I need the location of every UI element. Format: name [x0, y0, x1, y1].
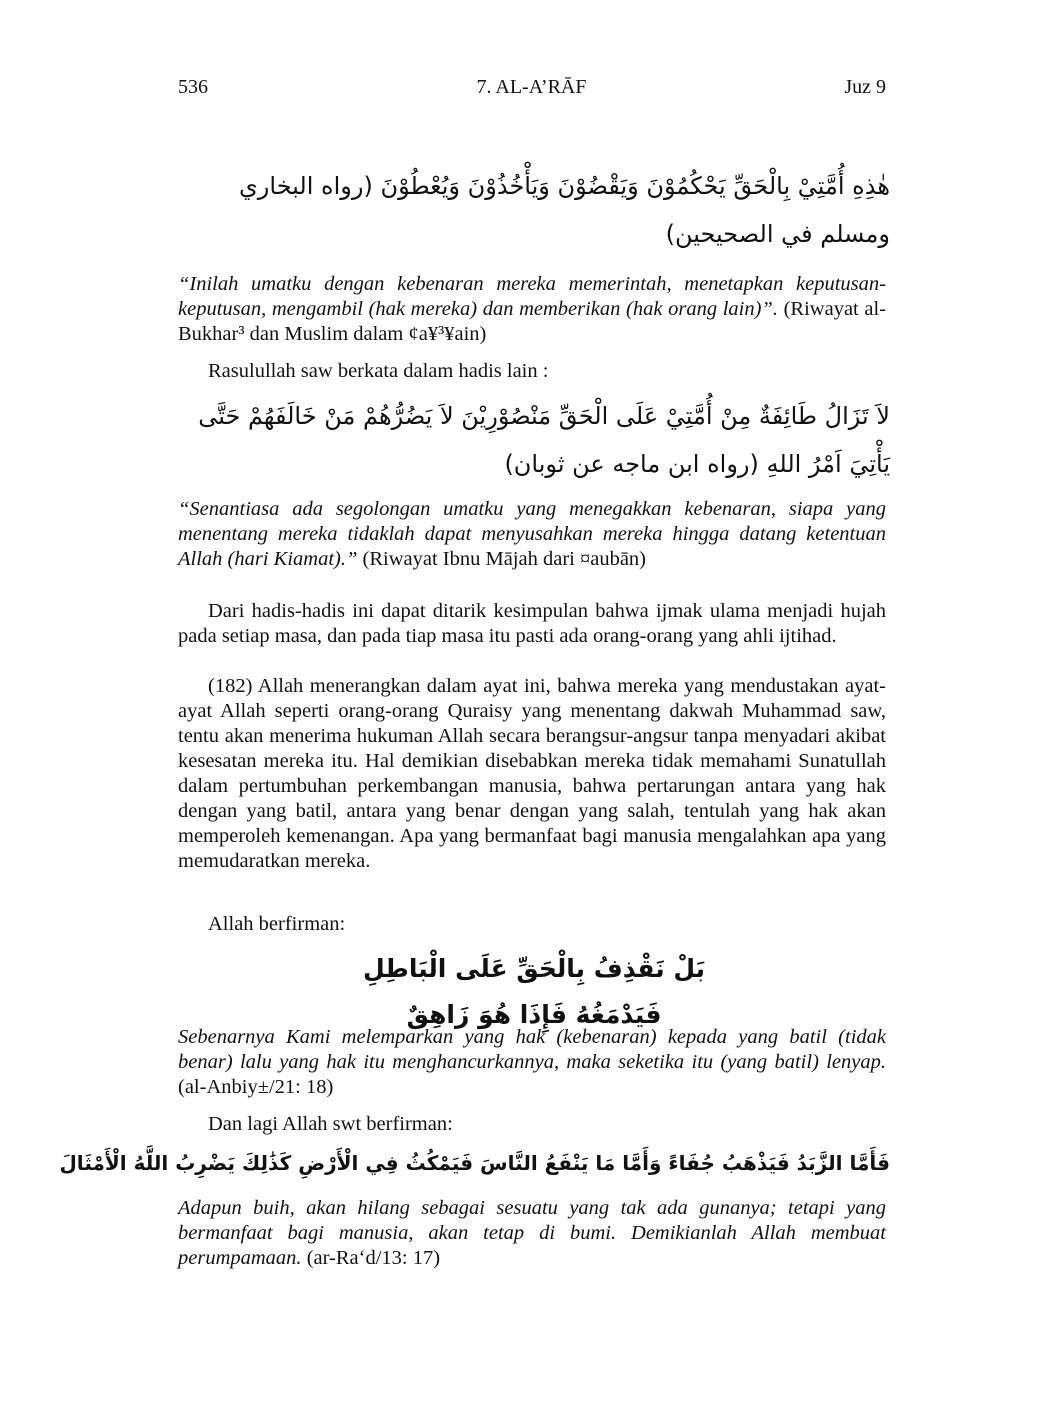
- juz-label: Juz 9: [844, 76, 886, 98]
- translation-text: “Senantiasa ada segolongan umatku yang menegakkan kebenaran, siapa yang menentang mereka tidaklah dapat menyusahkan mereka hingga datang ketentuan Allah (hari Kiamat).”: [178, 498, 886, 570]
- ayah-citation: (ar-Ra‘d/13: 17): [301, 1247, 441, 1269]
- translation-text: Sebenarnya Kami melemparkan yang hak (kebenaran) kepada yang batil (tidak benar) lalu yang hak itu menghancurkannya, maka seketika itu (yang batil) lenyap.: [178, 1026, 886, 1073]
- ayah-translation-1: [178, 1025, 886, 1100]
- translation-text: “Inilah umatku dengan kebenaran mereka memerintah, menetapkan keputusan-keputusan, mengambil (hak mereka) dan memberikan (hak orang lain)”.: [178, 273, 886, 320]
- ayah-arabic-1: بَلْ نَقْذِفُ بِالْحَقِّ عَلَى الْبَاطِلِ فَيَدْمَغُهُ فَإِذَا هُوَ زَاهِقٌ: [362, 954, 706, 1029]
- intro-text: Rasulullah saw berkata dalam hadis lain :: [208, 360, 549, 382]
- hadith-translation-2: [178, 497, 886, 572]
- hadith-citation: (Riwayat al-Bukhar³ dan Muslim dalam ¢a¥³¥ain): [178, 298, 886, 345]
- ayah-arabic-2: فَأَمَّا الزَّبَدُ فَيَذْهَبُ جُفَاءً وَأَمَّا مَا يَنْفَعُ النَّاسَ فَيَمْكُثُ فِي الْأَرْضِ كَذَٰلِكَ يَضْرِبُ اللَّهُ الْأَمْثَالَ: [59, 1151, 890, 1175]
- intro-text: Allah berfirman:: [208, 913, 346, 935]
- hadith-arabic-2: لاَ تَزَالُ طَائِفَةٌ مِنْ أُمَّتِيْ عَلَى الْحَقِّ مَنْصُوْرِيْنَ لاَ يَضُرُّهُمْ مَنْ خَالَفَهُمْ حَتَّى يَأْتِيَ اَمْرُ اللهِ (رواه ابن ماجه عن ثوبان): [198, 402, 890, 478]
- hadith-translation-1: [178, 272, 886, 347]
- page-number: 536: [178, 76, 208, 98]
- hadith-citation: (Riwayat Ibnu Mājah dari ¤aubān): [357, 548, 647, 570]
- ayah-intro: [178, 912, 886, 937]
- paragraph-text: Dari hadis-hadis ini dapat ditarik kesimpulan bahwa ijmak ulama menjadi hujah pada setiap masa, dan pada tiap masa itu pasti ada orang-orang yang ahli ijtihad.: [178, 600, 886, 647]
- hadith-arabic-1: هٰذِهِ أُمَّتِيْ بِالْحَقِّ يَحْكُمُوْنَ وَيَقْضُوْنَ وَيَأْخُذُوْنَ وَيُعْطُوْنَ (رواه البخاري ومسلم في الصحيحين): [239, 172, 890, 248]
- ayah-citation: (al-Anbiy±/21: 18): [178, 1076, 334, 1098]
- paragraph-ijmak: [178, 599, 886, 649]
- ayah-translation-2: [178, 1196, 886, 1271]
- paragraph-text: (182) Allah menerangkan dalam ayat ini, bahwa mereka yang mendustakan ayat-ayat Allah seperti orang-orang Quraisy yang menentang dakwah Muhammad saw, tentu akan menerima hukuman Allah secara berangsur-angsur tanpa menyadari akibat kesesatan mereka itu. Hal demikian disebabkan mereka tidak memahami Sunatullah dalam pertumbuhan perkembangan manusia, bahwa pertarungan antara yang hak dengan yang batil, antara yang benar dengan yang salah, tentulah yang hak akan memperoleh kemenangan. Apa yang bermanfaat bagi manusia mengalahkan apa yang memudaratkan mereka.: [178, 675, 886, 872]
- paragraph-182: [178, 674, 886, 874]
- ayah-intro: [178, 1112, 886, 1137]
- hadith-intro: [178, 359, 886, 384]
- translation-text: Adapun buih, akan hilang sebagai sesuatu yang tak ada gunanya; tetapi yang bermanfaat bagi manusia, akan tetap di bumi. Demikianlah Allah membuat perumpamaan.: [178, 1197, 886, 1269]
- intro-text: Dan lagi Allah swt berfirman:: [208, 1113, 453, 1135]
- chapter-title: 7. AL-A’RĀF: [476, 76, 587, 98]
